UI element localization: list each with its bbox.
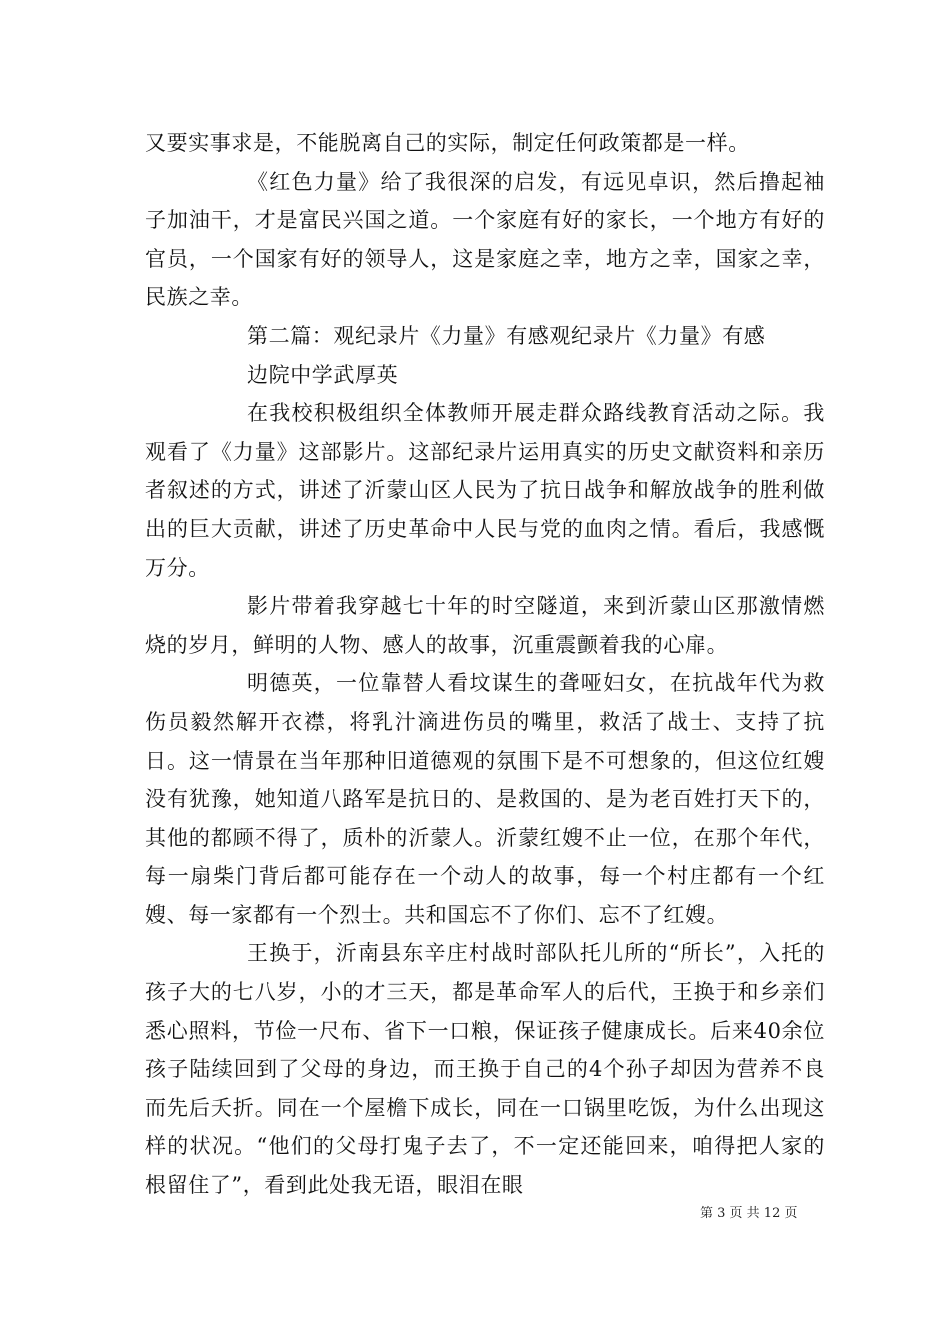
paragraph-2: 《红色力量》给了我很深的启发，有远见卓识，然后撸起袖子加油干，才是富民兴国之道。一个家庭有好的家长，一个地方有好的官员，一个国家有好的领导人，这是家庭之幸，地方之幸，国家之幸，民族之幸。 xyxy=(145,169,825,310)
paragraph-1: 又要实事求是，不能脱离自己的实际，制定任何政策都是一样。 xyxy=(145,131,750,155)
body-text xyxy=(145,124,825,1205)
paragraph-6: 影片带着我穿越七十年的时空隧道，来到沂蒙山区那激情燃烧的岁月，鲜明的人物、感人的故事，沉重震颤着我的心扉。 xyxy=(145,594,825,657)
page-number: 第 3 页 共 12 页 xyxy=(700,1206,798,1221)
paragraph-5: 在我校积极组织全体教师开展走群众路线教育活动之际。我观看了《力量》这部影片。这部纪录片运用真实的历史文献资料和亲历者叙述的方式，讲述了沂蒙山区人民为了抗日战争和解放战争的胜利做出的巨大贡献，讲述了历史革命中人民与党的血肉之情。看后，我感慨万分。 xyxy=(145,401,825,580)
section-title: 第二篇：观纪录片《力量》有感观纪录片《力量》有感 xyxy=(247,323,766,348)
paragraph-8: 王换于，沂南县东辛庄村战时部队托儿所的“所长”，入托的孩子大的七八岁，小的才三天，都是革命军人的后代，王换于和乡亲们悉心照料，节俭一尺布、省下一口粮，保证孩子健康成长。后来40余位孩子陆续回到了父母的身边，而王换于自己的4个孙子却因为营养不良而先后夭折。同在一个屋檐下成长，同在一口锅里吃饭，为什么出现这样的状况。“他们的父母打鬼子去了，不一定还能回来，咱得把人家的根留住了”，看到此处我无语，眼泪在眼 xyxy=(145,941,825,1198)
paragraph-7: 明德英，一位靠替人看坟谋生的聋哑妇女，在抗战年代为救伤员毅然解开衣襟，将乳汁滴进伤员的嘴里，救活了战士、支持了抗日。这一情景在当年那种旧道德观的氛围下是不可想象的，但这位红嫂没有犹豫，她知道八路军是抗日的、是救国的、是为老百姓打天下的，其他的都顾不得了，质朴的沂蒙人。沂蒙红嫂不止一位，在那个年代，每一扇柴门背后都可能存在一个动人的故事，每一个村庄都有一个红嫂、每一家都有一个烈士。共和国忘不了你们、忘不了红嫂。 xyxy=(145,671,825,927)
author-line: 边院中学武厚英 xyxy=(247,362,399,387)
